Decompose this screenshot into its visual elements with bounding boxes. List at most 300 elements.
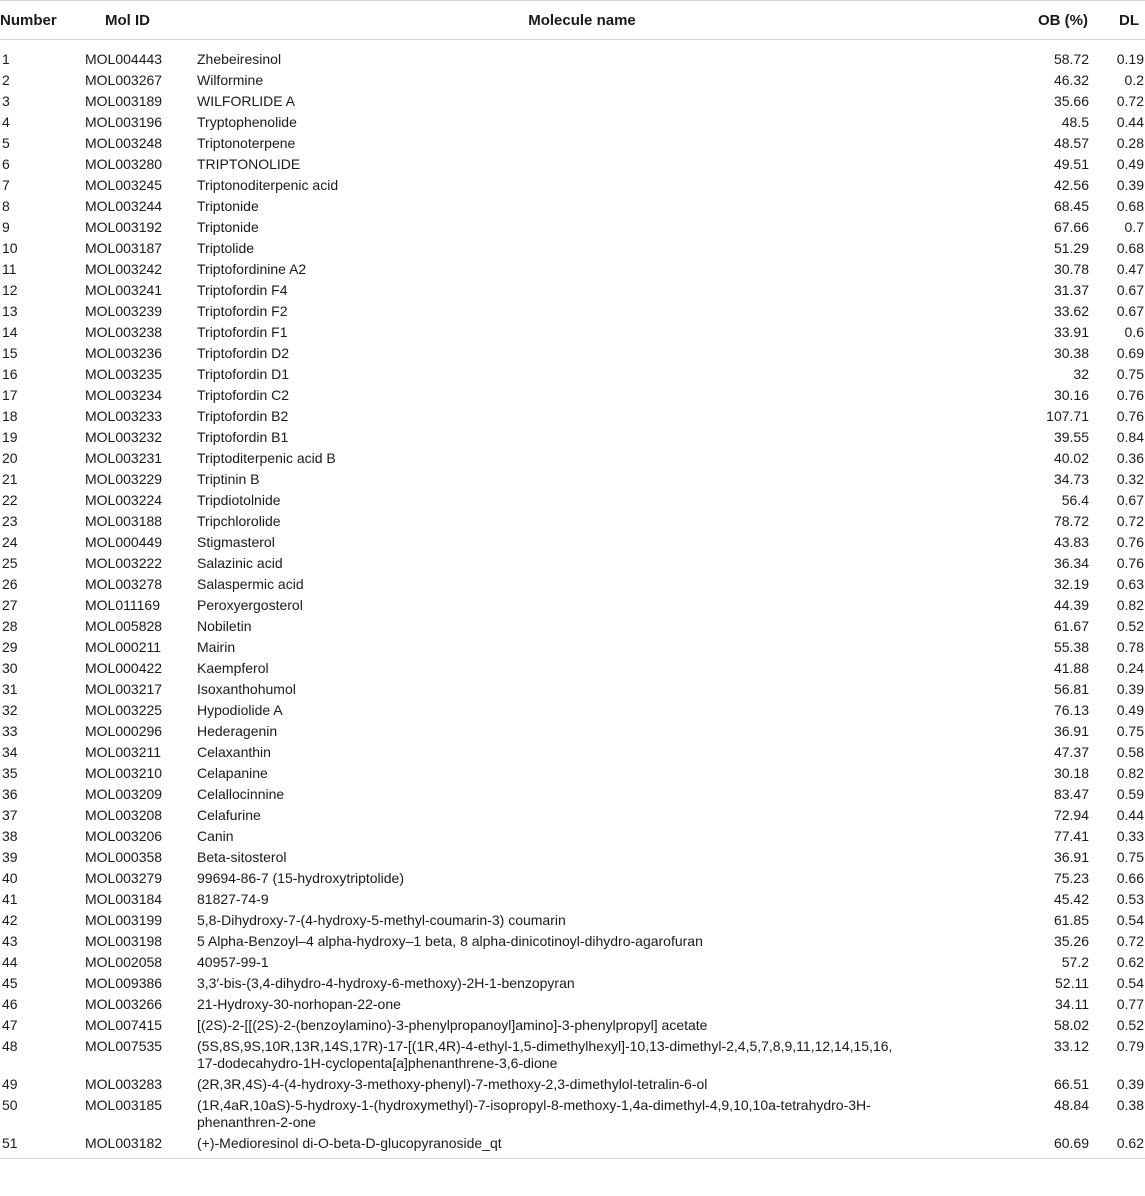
cell-ob: 34.11	[1055, 996, 1089, 1012]
cell-molecule-name: Triptofordin F2	[197, 303, 288, 319]
cell-ob: 83.47	[1053, 786, 1089, 802]
cell-ob: 68.45	[1053, 198, 1089, 214]
cell-ob: 44.39	[1053, 597, 1089, 613]
table-row	[0, 826, 1145, 847]
table-row	[0, 784, 1145, 805]
cell-number: 41	[2, 891, 18, 907]
cell-molecule-name: 21-Hydroxy-30-norhopan-22-one	[197, 996, 401, 1012]
cell-mol-id: MOL003236	[85, 345, 163, 361]
table-row	[0, 868, 1145, 889]
cell-number: 17	[2, 387, 18, 403]
cell-ob: 61.67	[1053, 618, 1089, 634]
cell-dl: 0.66	[1116, 870, 1144, 886]
cell-molecule-name: Triptoditerpenic acid B	[197, 450, 336, 466]
cell-mol-id: MOL003278	[85, 576, 163, 592]
cell-number: 1	[2, 51, 10, 67]
cell-molecule-name: (1R,4aR,10aS)-5-hydroxy-1-(hydroxymethyl)-7-isopropyl-8-methoxy-1,4a-dimethyl-4,9,10,10a-tetrahydro-3H-phenanthren-2-one	[197, 1097, 871, 1130]
cell-molecule-name: Triptofordin F1	[197, 324, 288, 340]
table-row	[0, 637, 1145, 658]
cell-ob: 52.11	[1055, 975, 1089, 991]
cell-molecule-name: Triptofordin D2	[197, 345, 290, 361]
cell-mol-id: MOL003192	[85, 219, 163, 235]
cell-mol-id: MOL003196	[85, 114, 163, 130]
table-row	[0, 448, 1145, 469]
cell-number: 20	[2, 450, 18, 466]
cell-mol-id: MOL003280	[85, 156, 163, 172]
table-row	[0, 679, 1145, 700]
cell-molecule-name: Triptolide	[197, 240, 255, 256]
cell-number: 19	[2, 429, 18, 445]
cell-number: 43	[2, 933, 18, 949]
cell-molecule-name: Celafurine	[197, 807, 261, 823]
cell-ob: 31.37	[1053, 282, 1089, 298]
table-row	[0, 742, 1145, 763]
cell-ob: 60.69	[967, 1133, 1096, 1159]
cell-mol-id: MOL011169	[85, 597, 160, 613]
cell-mol-id: MOL003232	[85, 429, 163, 445]
cell-ob: 32	[1073, 366, 1089, 382]
cell-ob: 51.29	[1053, 240, 1089, 256]
table-row	[0, 385, 1145, 406]
cell-molecule-name: Triptonoditerpenic acid	[197, 177, 339, 193]
cell-mol-id: MOL003210	[85, 765, 163, 781]
cell-dl: 0.62	[1116, 954, 1144, 970]
cell-mol-id: MOL003235	[85, 366, 163, 382]
cell-molecule-name: 5 Alpha-Benzoyl–4 alpha-hydroxy–1 beta, 8 alpha-dinicotinoyl-dihydro-agarofuran	[197, 933, 703, 949]
cell-molecule-name: Hederagenin	[197, 723, 278, 739]
cell-ob: 75.23	[1053, 870, 1089, 886]
table-header	[0, 1, 1145, 40]
table-row	[0, 721, 1145, 742]
table-row	[0, 490, 1145, 511]
cell-number: 50	[2, 1097, 18, 1113]
cell-molecule-name: 3,3′-bis-(3,4-dihydro-4-hydroxy-6-methoxy)-2H-1-benzopyran	[197, 975, 575, 991]
table-row	[0, 1133, 1145, 1159]
table-row	[0, 322, 1145, 343]
cell-dl: 0.54	[1116, 912, 1144, 928]
cell-number: 13	[2, 303, 18, 319]
table-row	[0, 1074, 1145, 1095]
cell-molecule-name: Triptofordinine A2	[197, 261, 307, 277]
cell-dl: 0.63	[1116, 576, 1144, 592]
table-row	[0, 196, 1145, 217]
table-row	[0, 994, 1145, 1015]
cell-molecule-name: 81827-74-9	[197, 891, 269, 907]
cell-number: 25	[2, 555, 18, 571]
table-row	[0, 910, 1145, 931]
cell-mol-id: MOL000211	[85, 639, 162, 655]
table-row	[0, 364, 1145, 385]
cell-molecule-name: Triptonide	[197, 198, 259, 214]
cell-molecule-name: 40957-99-1	[197, 954, 269, 970]
cell-ob: 40.02	[1053, 450, 1089, 466]
cell-ob: 107.71	[1046, 408, 1089, 424]
cell-molecule-name: Nobiletin	[197, 618, 252, 634]
table-row	[0, 1015, 1145, 1036]
cell-number: 15	[2, 345, 18, 361]
cell-number: 6	[2, 156, 10, 172]
cell-number: 44	[2, 954, 18, 970]
cell-ob: 76.13	[1053, 702, 1089, 718]
cell-mol-id: MOL000358	[85, 849, 163, 865]
cell-ob: 57.2	[1061, 954, 1089, 970]
header-ob: OB (%)	[967, 1, 1096, 40]
cell-molecule-name: Triptofordin B1	[197, 429, 289, 445]
cell-ob: 72.94	[1053, 807, 1089, 823]
cell-dl: 0.75	[1116, 366, 1144, 382]
cell-ob: 35.26	[1053, 933, 1089, 949]
cell-mol-id: MOL000449	[85, 534, 163, 550]
cell-mol-id: MOL003217	[85, 681, 163, 697]
cell-molecule-name: Stigmasterol	[197, 534, 275, 550]
cell-ob: 36.91	[1053, 723, 1089, 739]
cell-dl: 0.7	[1124, 219, 1144, 235]
cell-number: 49	[2, 1076, 18, 1092]
cell-number: 26	[2, 576, 18, 592]
cell-number: 11	[2, 261, 17, 277]
cell-mol-id: MOL003188	[85, 513, 163, 529]
cell-number: 37	[2, 807, 18, 823]
cell-number: 12	[2, 282, 18, 298]
cell-dl: 0.78	[1116, 639, 1144, 655]
cell-molecule-name: Zhebeiresinol	[197, 51, 282, 67]
cell-mol-id: MOL003234	[85, 387, 163, 403]
table-row	[0, 532, 1145, 553]
cell-mol-id: MOL004443	[85, 51, 163, 67]
cell-dl: 0.76	[1116, 534, 1144, 550]
cell-number: 14	[2, 324, 18, 340]
table-row	[0, 469, 1145, 490]
cell-molecule-name: WILFORLIDE A	[197, 93, 296, 109]
table-row	[0, 1095, 1145, 1133]
cell-number: 36	[2, 786, 18, 802]
cell-ob: 43.83	[1053, 534, 1089, 550]
cell-mol-id: MOL003279	[85, 870, 163, 886]
cell-dl: 0.19	[1116, 51, 1144, 67]
cell-dl: 0.68	[1116, 198, 1144, 214]
cell-ob: 66.51	[1053, 1076, 1089, 1092]
cell-mol-id: MOL003225	[85, 702, 163, 718]
cell-dl: 0.75	[1116, 849, 1144, 865]
cell-molecule-name: Beta-sitosterol	[197, 849, 287, 865]
cell-molecule-name: Triptofordin D1	[197, 366, 290, 382]
cell-dl: 0.76	[1116, 408, 1144, 424]
cell-ob: 56.81	[1053, 681, 1089, 697]
cell-ob: 58.02	[1053, 1017, 1089, 1033]
table-row	[0, 40, 1145, 71]
table-row	[0, 217, 1145, 238]
cell-mol-id: MOL003266	[85, 996, 163, 1012]
table-row	[0, 847, 1145, 868]
cell-molecule-name: 5,8-Dihydroxy-7-(4-hydroxy-5-methyl-coumarin-3) coumarin	[197, 912, 566, 928]
table-row	[0, 1036, 1145, 1074]
cell-ob: 33.12	[1053, 1038, 1089, 1054]
table-row	[0, 154, 1145, 175]
cell-ob: 61.85	[1053, 912, 1089, 928]
header-number: Number	[0, 1, 85, 40]
cell-number: 35	[2, 765, 18, 781]
cell-dl: 0.68	[1116, 240, 1144, 256]
cell-ob: 35.66	[1053, 93, 1089, 109]
cell-mol-id: MOL003238	[85, 324, 163, 340]
cell-number: 48	[2, 1038, 18, 1054]
cell-molecule-name: Peroxyergosterol	[197, 597, 303, 613]
cell-dl: 0.72	[1116, 93, 1144, 109]
cell-mol-id: MOL003187	[85, 240, 163, 256]
cell-dl: 0.72	[1116, 513, 1144, 529]
cell-molecule-name: Celaxanthin	[197, 744, 271, 760]
table-row	[0, 595, 1145, 616]
cell-number: 46	[2, 996, 18, 1012]
table-row	[0, 91, 1145, 112]
cell-molecule-name: Tripchlorolide	[197, 513, 281, 529]
cell-mol-id: MOL000296	[85, 723, 163, 739]
cell-dl: 0.33	[1116, 828, 1144, 844]
cell-ob: 45.42	[1053, 891, 1089, 907]
cell-molecule-name: Triptonide	[197, 219, 259, 235]
cell-dl: 0.67	[1116, 303, 1144, 319]
table-row	[0, 175, 1145, 196]
table-row	[0, 301, 1145, 322]
cell-ob: 30.16	[1053, 387, 1089, 403]
cell-molecule-name: [(2S)-2-[[(2S)-2-(benzoylamino)-3-phenylpropanoyl]amino]-3-phenylpropyl] acetate	[197, 1017, 708, 1033]
cell-molecule-name: Tryptophenolide	[197, 114, 297, 130]
cell-number: 8	[2, 198, 10, 214]
cell-dl: 0.6	[1124, 324, 1144, 340]
cell-mol-id: MOL003283	[85, 1076, 163, 1092]
cell-number: 42	[2, 912, 18, 928]
cell-number: 27	[2, 597, 18, 613]
cell-mol-id: MOL003267	[85, 72, 163, 88]
cell-ob: 30.78	[1053, 261, 1089, 277]
cell-dl: 0.77	[1116, 996, 1144, 1012]
cell-dl: 0.67	[1116, 492, 1144, 508]
header-molecule-name: Molecule name	[197, 1, 967, 40]
cell-mol-id: MOL003248	[85, 135, 163, 151]
cell-mol-id: MOL003198	[85, 933, 163, 949]
cell-ob: 33.91	[1053, 324, 1089, 340]
cell-molecule-name: Tripdiotolnide	[197, 492, 281, 508]
cell-mol-id: MOL003184	[85, 891, 163, 907]
cell-number: 47	[2, 1017, 18, 1033]
table-row	[0, 805, 1145, 826]
cell-mol-id: MOL005828	[85, 618, 163, 634]
table-row	[0, 406, 1145, 427]
cell-molecule-name: Triptinin B	[197, 471, 260, 487]
cell-number: 40	[2, 870, 18, 886]
cell-ob: 42.56	[1053, 177, 1089, 193]
cell-dl: 0.2	[1124, 72, 1144, 88]
cell-number: 18	[2, 408, 18, 424]
cell-number: 28	[2, 618, 18, 634]
table-row	[0, 952, 1145, 973]
cell-dl: 0.47	[1116, 261, 1144, 277]
cell-dl: 0.59	[1116, 786, 1144, 802]
cell-ob: 67.66	[1053, 219, 1089, 235]
table-row	[0, 700, 1145, 721]
cell-molecule-name: (2R,3R,4S)-4-(4-hydroxy-3-methoxy-phenyl)-7-methoxy-2,3-dimethylol-tetralin-6-ol	[197, 1076, 708, 1092]
cell-ob: 77.41	[1053, 828, 1089, 844]
cell-ob: 78.72	[1053, 513, 1089, 529]
table-row	[0, 280, 1145, 301]
cell-number: 9	[2, 219, 10, 235]
table-row	[0, 343, 1145, 364]
cell-ob: 33.62	[1053, 303, 1089, 319]
cell-dl: 0.49	[1116, 702, 1144, 718]
cell-molecule-name: 99694-86-7 (15-hydroxytriptolide)	[197, 870, 404, 886]
cell-dl: 0.24	[1116, 660, 1144, 676]
cell-ob: 36.91	[1053, 849, 1089, 865]
cell-number: 33	[2, 723, 18, 739]
cell-dl: 0.76	[1116, 387, 1144, 403]
cell-mol-id: MOL003245	[85, 177, 163, 193]
table-row	[0, 574, 1145, 595]
cell-number: 29	[2, 639, 18, 655]
cell-mol-id: MOL003244	[85, 198, 163, 214]
table-row	[0, 133, 1145, 154]
cell-dl: 0.38	[1116, 1097, 1144, 1113]
cell-number: 45	[2, 975, 18, 991]
cell-mol-id: MOL003224	[85, 492, 163, 508]
cell-molecule-name: Mairin	[197, 639, 236, 655]
cell-mol-id: MOL007535	[85, 1038, 163, 1054]
cell-mol-id: MOL003222	[85, 555, 163, 571]
cell-dl: 0.72	[1116, 933, 1144, 949]
header-dl: DL	[1096, 1, 1145, 40]
cell-ob: 34.73	[1053, 471, 1089, 487]
cell-mol-id: MOL000422	[85, 660, 163, 676]
cell-molecule-name: Celapanine	[197, 765, 268, 781]
table-row	[0, 511, 1145, 532]
cell-number: 10	[2, 240, 18, 256]
cell-mol-id: MOL003231	[85, 450, 163, 466]
cell-ob: 39.55	[1053, 429, 1089, 445]
cell-mol-id: MOL003211	[85, 744, 162, 760]
cell-dl: 0.54	[1116, 975, 1144, 991]
cell-ob: 36.34	[1053, 555, 1089, 571]
cell-dl: 0.69	[1116, 345, 1144, 361]
table-row	[0, 973, 1145, 994]
header-row	[0, 1, 1145, 40]
cell-mol-id: MOL007415	[85, 1017, 163, 1033]
cell-molecule-name: Salaspermic acid	[197, 576, 304, 592]
table-row	[0, 427, 1145, 448]
header-mol-id: Mol ID	[85, 1, 197, 40]
cell-ob: 56.4	[1061, 492, 1089, 508]
table-row	[0, 70, 1145, 91]
cell-dl: 0.44	[1116, 114, 1144, 130]
table-body	[0, 40, 1145, 1159]
cell-molecule-name: Salazinic acid	[197, 555, 283, 571]
cell-dl: 0.28	[1116, 135, 1144, 151]
cell-dl: 0.52	[1116, 618, 1144, 634]
cell-molecule-name: (5S,8S,9S,10R,13R,14S,17R)-17-[(1R,4R)-4-ethyl-1,5-dimethylhexyl]-10,13-dimethyl-2,4,5,7,8,9,11,12,14,15,16, 17-dodecahydro-1H-cyclopenta[a]phenanthrene-3,6-dione	[197, 1038, 893, 1071]
table-row	[0, 616, 1145, 637]
cell-molecule-name: (+)-Medioresinol di-O-beta-D-glucopyranoside_qt	[197, 1133, 967, 1159]
cell-number: 2	[2, 72, 10, 88]
cell-dl: 0.44	[1116, 807, 1144, 823]
cell-molecule-name: Kaempferol	[197, 660, 269, 676]
cell-dl: 0.79	[1116, 1038, 1144, 1054]
cell-mol-id: MOL009386	[85, 975, 163, 991]
cell-dl: 0.53	[1116, 891, 1144, 907]
cell-mol-id: MOL002058	[85, 954, 163, 970]
cell-dl: 0.32	[1116, 471, 1144, 487]
cell-dl: 0.58	[1116, 744, 1144, 760]
cell-molecule-name: Triptonoterpene	[197, 135, 296, 151]
cell-number: 39	[2, 849, 18, 865]
cell-dl: 0.52	[1116, 1017, 1144, 1033]
table-row	[0, 238, 1145, 259]
cell-ob: 46.32	[1053, 72, 1089, 88]
cell-molecule-name: Canin	[197, 828, 234, 844]
cell-dl: 0.39	[1116, 177, 1144, 193]
cell-number: 7	[2, 177, 10, 193]
cell-molecule-name: Triptofordin F4	[197, 282, 288, 298]
cell-mol-id: MOL003229	[85, 471, 163, 487]
cell-molecule-name: Triptofordin B2	[197, 408, 289, 424]
cell-ob: 48.84	[1053, 1097, 1089, 1113]
cell-mol-id: MOL003239	[85, 303, 163, 319]
cell-ob: 30.18	[1053, 765, 1089, 781]
cell-molecule-name: TRIPTONOLIDE	[197, 156, 301, 172]
cell-number: 51	[0, 1133, 85, 1159]
cell-molecule-name: Triptofordin C2	[197, 387, 290, 403]
cell-number: 5	[2, 135, 10, 151]
cell-dl: 0.76	[1116, 555, 1144, 571]
cell-number: 24	[2, 534, 18, 550]
cell-mol-id: MOL003199	[85, 912, 163, 928]
cell-number: 22	[2, 492, 18, 508]
table-row	[0, 763, 1145, 784]
cell-ob: 55.38	[1053, 639, 1089, 655]
cell-mol-id: MOL003208	[85, 807, 163, 823]
cell-mol-id: MOL003182	[85, 1133, 197, 1159]
cell-number: 4	[2, 114, 10, 130]
cell-molecule-name: Hypodiolide A	[197, 702, 283, 718]
cell-mol-id: MOL003185	[85, 1097, 163, 1113]
cell-ob: 32.19	[1053, 576, 1089, 592]
cell-mol-id: MOL003189	[85, 93, 163, 109]
cell-ob: 58.72	[1053, 51, 1089, 67]
cell-number: 31	[2, 681, 18, 697]
table-row	[0, 658, 1145, 679]
cell-mol-id: MOL003233	[85, 408, 163, 424]
cell-number: 21	[2, 471, 18, 487]
cell-dl: 0.62	[1096, 1133, 1145, 1159]
cell-dl: 0.67	[1116, 282, 1144, 298]
cell-ob: 30.38	[1053, 345, 1089, 361]
cell-number: 32	[2, 702, 18, 718]
cell-molecule-name: Celallocinnine	[197, 786, 285, 802]
table-row	[0, 889, 1145, 910]
cell-dl: 0.39	[1116, 681, 1144, 697]
cell-ob: 47.37	[1053, 744, 1089, 760]
cell-mol-id: MOL003206	[85, 828, 163, 844]
cell-ob: 48.57	[1053, 135, 1089, 151]
cell-ob: 49.51	[1053, 156, 1089, 172]
cell-dl: 0.39	[1116, 1076, 1144, 1092]
table-row	[0, 553, 1145, 574]
table-row	[0, 259, 1145, 280]
cell-dl: 0.75	[1116, 723, 1144, 739]
cell-mol-id: MOL003241	[85, 282, 163, 298]
cell-dl: 0.82	[1116, 765, 1144, 781]
cell-number: 16	[2, 366, 18, 382]
cell-ob: 48.5	[1061, 114, 1089, 130]
table-row	[0, 112, 1145, 133]
cell-dl: 0.36	[1116, 450, 1144, 466]
